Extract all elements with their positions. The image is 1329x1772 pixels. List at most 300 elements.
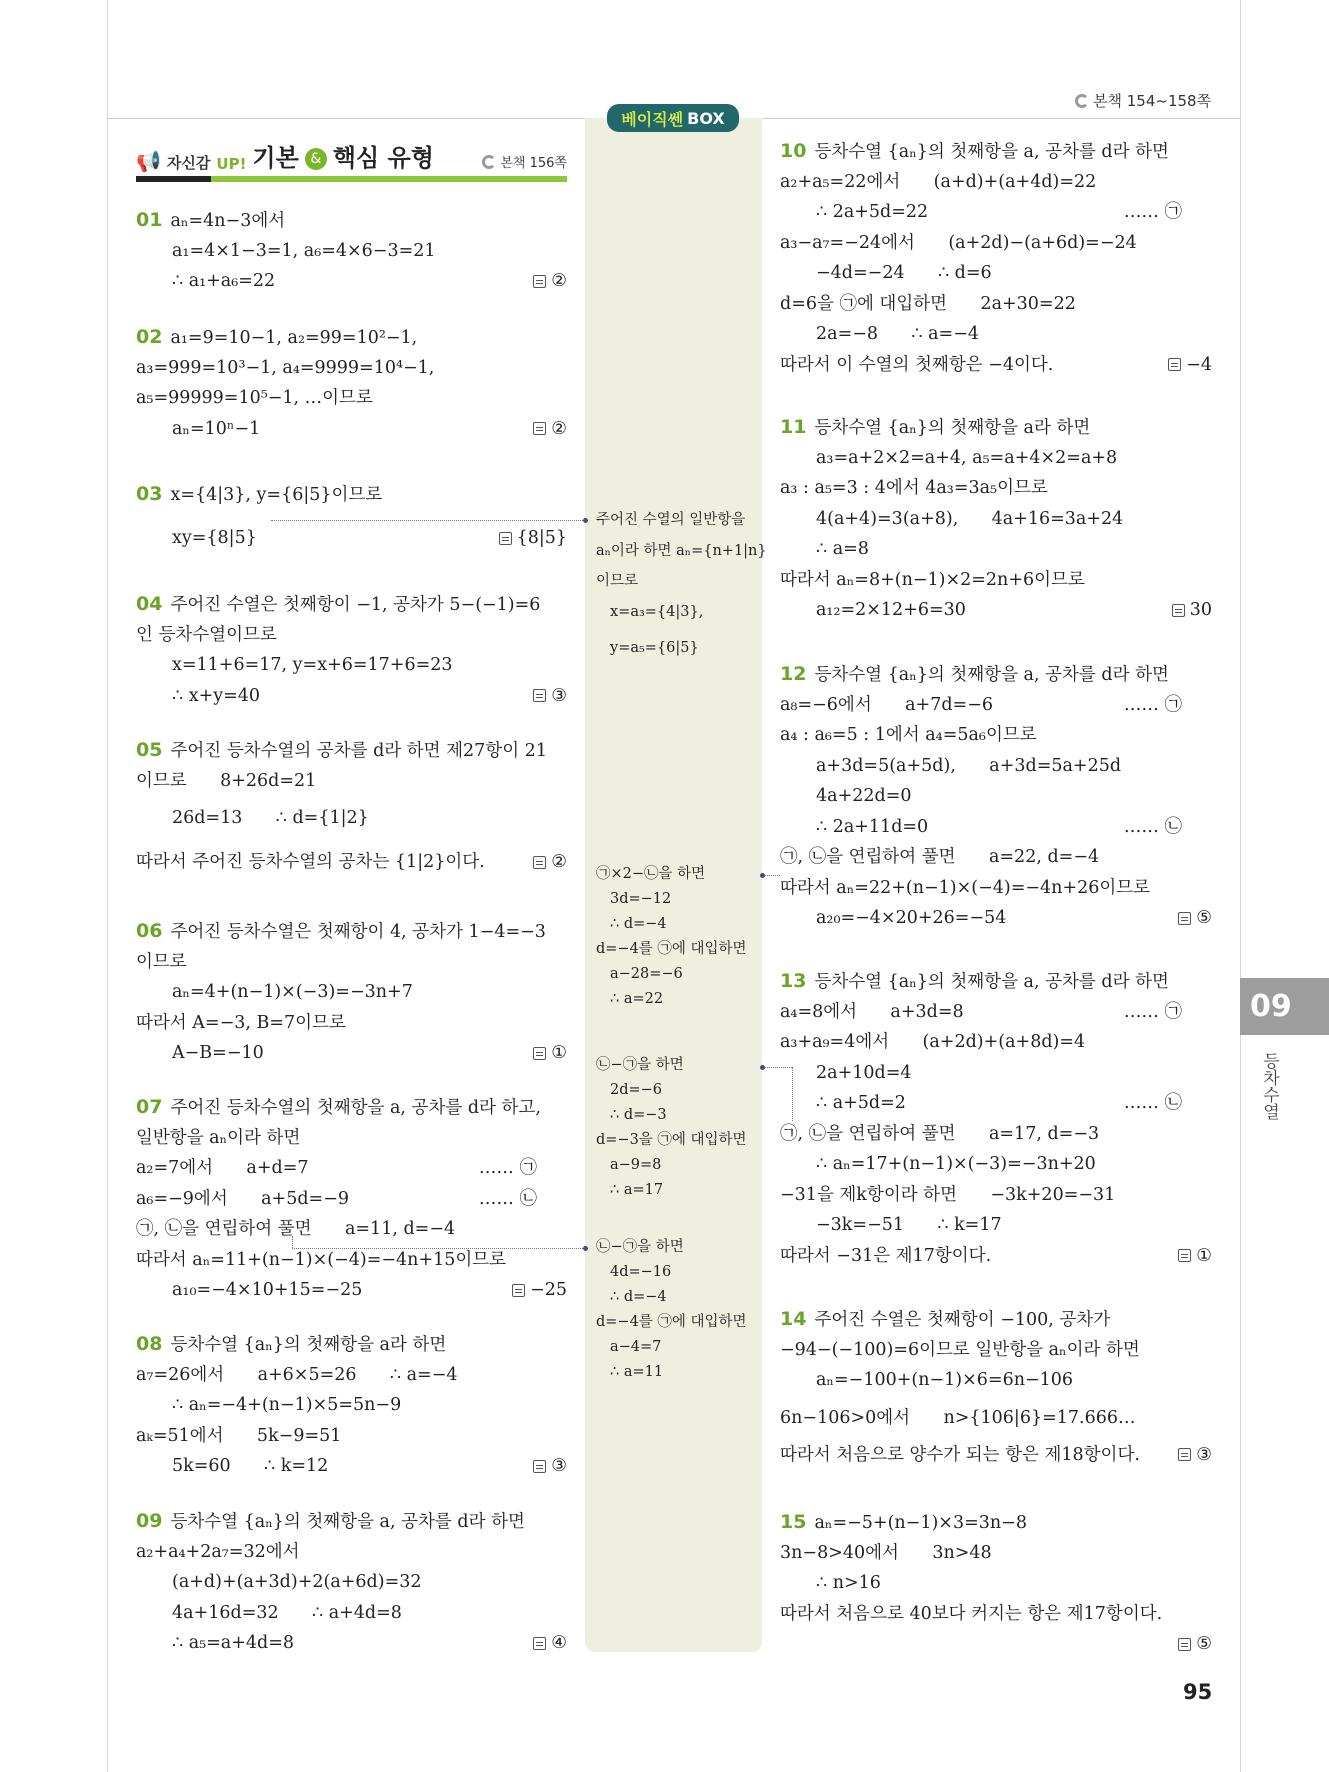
solution-line [780, 443, 1212, 474]
line-text: d=−4를 ㉠에 대입하면 [596, 1314, 747, 1330]
line-text: aₙ이라 하면 aₙ={n+1|n} [596, 543, 767, 559]
solution-line [780, 812, 1212, 843]
problem-number: 02 [136, 326, 163, 348]
line-text: −3k=−51 ∴ k=17 [816, 1215, 1002, 1235]
solution-line [596, 1153, 756, 1178]
solution-line [780, 751, 1212, 782]
answer-icon [1178, 912, 1191, 925]
equation-label: …… ㉠ [1123, 202, 1182, 222]
solution-line [136, 735, 567, 766]
line-text: a₃=999=10³−1, a₄=9999=10⁴−1, [136, 357, 435, 378]
problem-number: 12 [780, 663, 807, 685]
reference-icon [1075, 94, 1089, 108]
solution-line [136, 266, 567, 297]
problem-07 [136, 1092, 567, 1306]
solution-line [136, 1421, 567, 1452]
solution-line [136, 353, 567, 384]
answer-value: ① [551, 1043, 567, 1063]
line-text: 등차수열 {aₙ}의 첫째항을 a, 공차를 d라 하면 [814, 142, 1169, 162]
line-text: a₈=−6에서 a+7d=−6 [780, 694, 993, 715]
problem-number: 11 [780, 416, 807, 438]
line-text: ㉡−㉠을 하면 [596, 1057, 684, 1073]
problem-number: 05 [136, 739, 163, 761]
answer [533, 1038, 567, 1069]
solution-line [136, 516, 567, 560]
solution-line [596, 887, 756, 912]
problem-05 [136, 735, 567, 884]
solution-line [780, 167, 1212, 198]
solution-line [780, 1538, 1212, 1569]
problem-number: 08 [136, 1333, 163, 1355]
answer [1168, 350, 1212, 381]
line-text: 3n−8>40에서 3n>48 [780, 1542, 992, 1563]
solution-line [780, 1335, 1212, 1366]
solution-line [780, 1180, 1212, 1211]
line-text: 이므로 8+26d=21 [136, 770, 317, 791]
solution-line [780, 1568, 1212, 1599]
solution-line [136, 1092, 567, 1123]
section-prefix: 자신감 [166, 154, 211, 172]
solution-line [136, 681, 567, 712]
answer [499, 516, 567, 560]
problem-01 [136, 205, 567, 297]
solution-line [136, 1598, 567, 1629]
line-text: aₙ=4+(n−1)×(−3)=−3n+7 [172, 982, 413, 1002]
answer-value: ② [551, 852, 567, 872]
solution-line [780, 412, 1212, 443]
solution-line [780, 1119, 1212, 1150]
line-text: a₇=26에서 a+6×5=26 ∴ a=−4 [136, 1364, 458, 1385]
line-text: 4a+16d=32 ∴ a+4d=8 [172, 1602, 402, 1623]
solution-line [780, 473, 1212, 504]
connector-bullet [760, 1065, 765, 1070]
line-text: aₙ=10ⁿ−1 [172, 418, 261, 439]
problem-04 [136, 589, 567, 711]
line-text: 주어진 등차수열은 첫째항이 4, 공차가 1−4=−3 [170, 922, 546, 942]
line-text: 등차수열 {aₙ}의 첫째항을 a, 공차를 d라 하면 [170, 1512, 525, 1532]
line-text: ∴ d=−4 [610, 1289, 667, 1305]
line-text: 주어진 등차수열의 첫째항을 a, 공차를 d라 하고, [170, 1098, 541, 1118]
equation-label: …… ㉡ [478, 1188, 537, 1209]
line-text: ∴ d=−3 [610, 1107, 667, 1123]
solution-line [596, 594, 756, 630]
solution-line [136, 1275, 567, 1306]
answer-icon [1178, 1448, 1191, 1461]
answer [533, 681, 567, 712]
solution-line [136, 796, 567, 840]
answer-value: ② [551, 418, 567, 439]
solution-line [136, 977, 567, 1008]
line-text: 2a+10d=4 [816, 1062, 912, 1083]
answer [1178, 1440, 1212, 1471]
line-text: x={4|3}, y={6|5}이므로 [170, 485, 383, 505]
answer [533, 266, 567, 297]
solution-line [136, 1153, 567, 1184]
answer-icon [533, 422, 546, 435]
solution-line [780, 504, 1212, 535]
solution-line [596, 987, 756, 1012]
solution-line [596, 862, 756, 887]
solution-line [780, 1058, 1212, 1089]
reference-icon [482, 155, 496, 169]
line-text: a₄ : a₆=5 : 1에서 a₄=5a₆이므로 [780, 725, 1037, 745]
line-text: 따라서 주어진 등차수열의 공차는 {1|2}이다. [136, 852, 485, 872]
line-text: ∴ a+5d=2 [816, 1093, 906, 1113]
solution-line [596, 569, 756, 594]
line-text: a₅=99999=10⁵−1, …이므로 [136, 388, 373, 408]
connector-13 [762, 1067, 792, 1068]
line-text: 따라서 aₙ=11+(n−1)×(−4)=−4n+15이므로 [136, 1249, 507, 1270]
problem-11 [780, 412, 1212, 626]
solution-line [780, 136, 1212, 167]
line-text: a₃+a₉=4에서 (a+2d)+(a+8d)=4 [780, 1032, 1086, 1052]
solution-line [596, 1053, 756, 1078]
solution-line [596, 533, 767, 569]
line-text: a−9=8 [610, 1157, 662, 1173]
section-header-bar [136, 176, 567, 182]
solution-line [136, 472, 567, 516]
solution-line [136, 205, 567, 236]
line-text: 5k=60 ∴ k=12 [172, 1456, 329, 1476]
line-text: 6n−106>0에서 n>{106|6}=17.666… [780, 1407, 1136, 1428]
line-text: d=−4를 ㉠에 대입하면 [596, 941, 747, 957]
answer-value: ④ [551, 1633, 567, 1653]
line-text: ∴ d=−4 [610, 916, 667, 932]
page-number: 95 [1183, 1680, 1213, 1704]
solution-line [136, 766, 567, 797]
answer-value: −4 [1186, 354, 1212, 375]
line-text: a₃−a₇=−24에서 (a+2d)−(a+6d)=−24 [780, 232, 1137, 253]
box-note [596, 862, 756, 1012]
solution-line [780, 781, 1212, 812]
answer-icon [533, 689, 546, 702]
answer-icon [533, 1637, 546, 1650]
line-text: ∴ a=17 [610, 1182, 664, 1198]
solution-line [136, 620, 567, 651]
line-text: ∴ 2a+11d=0 [816, 816, 929, 837]
page-right-border [1240, 0, 1241, 1772]
connector-bullet [760, 873, 765, 878]
line-text: 주어진 등차수열의 공차를 d라 하면 제27항이 21 [170, 741, 547, 761]
solution-line [780, 1629, 1212, 1660]
answer-value: ① [1196, 1245, 1212, 1266]
line-text: A−B=−10 [172, 1043, 264, 1063]
solution-line [136, 322, 567, 353]
megaphone-icon: 📢 [136, 149, 161, 173]
problem-15 [780, 1507, 1212, 1660]
answer-value: 30 [1189, 600, 1212, 620]
solution-line [780, 319, 1212, 350]
solution-line [780, 1599, 1212, 1630]
line-text: 이므로 [596, 573, 639, 589]
section-title-core: 핵심 유형 [332, 144, 434, 172]
line-text: −94−(−100)=6이므로 일반항을 aₙ이라 하면 [780, 1339, 1140, 1360]
line-text: a₄=8에서 a+3d=8 [780, 1001, 964, 1022]
answer-value: ② [551, 271, 567, 291]
solution-line [780, 842, 1212, 873]
line-text: ∴ a₁+a₆=22 [172, 271, 276, 291]
solution-line [596, 1128, 756, 1153]
solution-line [780, 720, 1212, 751]
answer-icon [533, 1047, 546, 1060]
line-text: −31을 제k항이라 하면 −3k+20=−31 [780, 1184, 1116, 1205]
problem-02 [136, 322, 567, 444]
answer-icon [499, 532, 512, 545]
page-left-border [107, 0, 108, 1772]
line-text: ∴ a₅=a+4d=8 [172, 1633, 295, 1653]
line-text: aₙ=4n−3에서 [170, 211, 286, 231]
answer [533, 840, 567, 884]
line-text: 따라서 aₙ=8+(n−1)×2=2n+6이므로 [780, 569, 1085, 590]
line-text: a₃=a+2×2=a+4, a₅=a+4×2=a+8 [816, 447, 1118, 468]
line-text: 따라서 −31은 제17항이다. [780, 1245, 992, 1266]
badge-label-korean: 베이직쎈 [621, 109, 684, 129]
line-text: ∴ 2a+5d=22 [816, 202, 929, 222]
solution-line [596, 1360, 756, 1385]
ampersand-badge: & [305, 148, 327, 170]
solution-line [596, 1078, 756, 1103]
answer [512, 1275, 567, 1306]
line-text: (a+d)+(a+3d)+2(a+6d)=32 [172, 1572, 422, 1592]
problem-03 [136, 472, 567, 560]
line-text: a₁₂=2×12+6=30 [816, 600, 966, 620]
problem-number: 06 [136, 920, 163, 942]
solution-line [136, 589, 567, 620]
line-text: ㉠, ㉡을 연립하여 풀면 a=22, d=−4 [780, 847, 1100, 867]
problem-10 [780, 136, 1212, 380]
answer-icon [1178, 1638, 1191, 1651]
line-text: ∴ a=11 [610, 1364, 664, 1380]
solution-line [596, 1235, 756, 1260]
solution-line [136, 1329, 567, 1360]
line-text: a+3d=5(a+5d), a+3d=5a+25d [816, 755, 1122, 776]
line-text: 26d=13 ∴ d={1|2} [172, 808, 369, 828]
answer-icon [533, 275, 546, 288]
solution-line [780, 690, 1212, 721]
line-text: 따라서 처음으로 40보다 커지는 항은 제17항이다. [780, 1603, 1163, 1624]
line-text: a−4=7 [610, 1339, 662, 1355]
basic-box-badge [607, 104, 739, 132]
solution-line [136, 236, 567, 267]
connector-07-stem [292, 1236, 293, 1248]
solution-line [136, 1390, 567, 1421]
connector-03 [271, 520, 585, 521]
line-text: 4a+22d=0 [816, 786, 912, 806]
solution-line [596, 1103, 756, 1128]
line-text: 4(a+4)=3(a+8), 4a+16=3a+24 [816, 508, 1124, 529]
answer-value: ③ [1196, 1444, 1212, 1465]
answer [1178, 1241, 1212, 1272]
reference-label: 본책 154~158쪽 [1093, 92, 1212, 110]
solution-line [596, 1285, 756, 1310]
line-text: 따라서 처음으로 양수가 되는 항은 제18항이다. [780, 1444, 1140, 1465]
line-text: ∴ aₙ=−4+(n−1)×5=5n−9 [172, 1395, 402, 1415]
line-text: 인 등차수열이므로 [136, 624, 277, 645]
solution-line [780, 903, 1212, 934]
line-text: a₃ : a₅=3 : 4에서 4a₃=3a₅이므로 [780, 478, 1048, 498]
line-text: a₂₀=−4×20+26=−54 [816, 908, 1007, 928]
solution-line [780, 1241, 1212, 1272]
line-text: 등차수열 {aₙ}의 첫째항을 a, 공차를 d라 하면 [814, 972, 1169, 992]
line-text: d=6을 ㉠에 대입하면 2a+30=22 [780, 293, 1076, 314]
solution-line [136, 947, 567, 978]
answer [1178, 1629, 1212, 1660]
solution-line [780, 1440, 1212, 1471]
answer [1178, 903, 1212, 934]
problem-number: 04 [136, 593, 163, 615]
line-text: aₖ=51에서 5k−9=51 [136, 1425, 342, 1446]
section-up: UP! [216, 155, 247, 173]
problem-number: 10 [780, 140, 807, 162]
equation-label: …… ㉡ [1123, 1093, 1182, 1113]
line-text: ㉠×2−㉡을 하면 [596, 866, 706, 882]
connector-bullet [583, 518, 588, 523]
equation-label: …… ㉠ [1123, 694, 1182, 715]
line-text: ∴ a=22 [610, 991, 664, 1007]
solution-line [596, 937, 756, 962]
line-text: 등차수열 {aₙ}의 첫째항을 a, 공차를 d라 하면 [814, 665, 1169, 685]
problem-06 [136, 916, 567, 1069]
answer-value: ⑤ [1196, 1634, 1212, 1654]
solution-line [780, 1088, 1212, 1119]
problem-number: 07 [136, 1096, 163, 1118]
solution-line [780, 1365, 1212, 1396]
solution-line [780, 1507, 1212, 1538]
box-note [596, 1235, 756, 1385]
line-text: ∴ aₙ=17+(n−1)×(−3)=−3n+20 [816, 1154, 1096, 1174]
solution-line [136, 1567, 567, 1598]
problem-09 [136, 1506, 567, 1659]
equation-label: …… ㉠ [1123, 1001, 1182, 1022]
solution-line [780, 997, 1212, 1028]
line-text: 따라서 A=−3, B=7이므로 [136, 1012, 346, 1033]
solution-line [596, 1335, 756, 1360]
answer [533, 1628, 567, 1659]
solution-line [596, 1310, 756, 1335]
answer [533, 1451, 567, 1482]
chapter-title: 등차수열 [1259, 1052, 1279, 1120]
problem-number: 13 [780, 970, 807, 992]
solution-line [136, 1628, 567, 1659]
answer-icon [1178, 1249, 1191, 1262]
solution-line [780, 1149, 1212, 1180]
line-text: 주어진 수열의 일반항을 [596, 512, 746, 528]
solution-line [780, 659, 1212, 690]
line-text: 3d=−12 [610, 891, 672, 907]
line-text: 2a=−8 ∴ a=−4 [816, 324, 979, 344]
line-text: 주어진 수열은 첫째항이 −100, 공차가 [814, 1310, 1111, 1330]
solution-line [596, 1178, 756, 1203]
answer-value: −25 [530, 1280, 567, 1300]
equation-label: …… ㉡ [1123, 816, 1182, 837]
solution-line [136, 414, 567, 445]
solution-line [780, 966, 1212, 997]
solution-line [136, 1537, 567, 1568]
line-text: ㉠, ㉡을 연립하여 풀면 a=11, d=−4 [136, 1219, 456, 1239]
textbook-page-reference [1075, 90, 1211, 111]
section-title-basic: 기본 [252, 144, 299, 172]
solution-line [780, 350, 1212, 381]
connector-13-stem [792, 1067, 793, 1121]
problem-number: 01 [136, 209, 163, 231]
solution-line [780, 289, 1212, 320]
line-text: a₂=7에서 a+d=7 [136, 1158, 309, 1178]
solution-line [596, 630, 756, 666]
problem-13 [780, 966, 1212, 1271]
solution-line [780, 1396, 1212, 1440]
line-text: y=a₅={6|5} [610, 640, 699, 656]
answer-icon [1168, 358, 1181, 371]
answer-icon [533, 856, 546, 869]
connector-bullet [583, 1246, 588, 1251]
problem-number: 03 [136, 483, 163, 505]
line-text: ㉡−㉠을 하면 [596, 1239, 684, 1255]
line-text: 주어진 수열은 첫째항이 −1, 공차가 5−(−1)=6 [170, 595, 541, 615]
line-text: a−28=−6 [610, 966, 683, 982]
answer-icon [1172, 604, 1185, 617]
solution-line [136, 840, 567, 884]
answer-icon [512, 1284, 525, 1297]
answer [533, 414, 567, 445]
line-text: aₙ=−100+(n−1)×6=6n−106 [816, 1370, 1074, 1390]
solution-line [136, 1184, 567, 1215]
solution-line [780, 197, 1212, 228]
line-text: 등차수열 {aₙ}의 첫째항을 a라 하면 [814, 418, 1091, 438]
chapter-tab[interactable]: 09 [1240, 978, 1329, 1035]
solution-line [780, 1304, 1212, 1335]
badge-label-box: BOX [687, 108, 725, 128]
line-text: x=11+6=17, y=x+6=17+6=23 [172, 655, 453, 675]
line-text: ㉠, ㉡을 연립하여 풀면 a=17, d=−3 [780, 1123, 1100, 1144]
line-text: 따라서 aₙ=22+(n−1)×(−4)=−4n+26이므로 [780, 877, 1151, 898]
solution-line [136, 1506, 567, 1537]
line-text: −4d=−24 ∴ d=6 [816, 263, 992, 283]
line-text: xy={8|5} [172, 528, 257, 548]
solution-line [136, 1123, 567, 1154]
solution-line [780, 1210, 1212, 1241]
line-text: aₙ=−5+(n−1)×3=3n−8 [814, 1513, 1027, 1533]
answer-value: {8|5} [516, 528, 567, 548]
problem-number: 09 [136, 1510, 163, 1532]
equation-label: …… ㉠ [478, 1158, 537, 1178]
box-note [596, 1053, 756, 1203]
answer-icon [533, 1460, 546, 1473]
solution-line [596, 912, 756, 937]
solution-line [780, 258, 1212, 289]
solution-line [780, 534, 1212, 565]
solution-line [780, 565, 1212, 596]
solution-line [780, 873, 1212, 904]
solution-line [780, 1027, 1212, 1058]
line-text: ∴ n>16 [816, 1573, 881, 1593]
solution-line [136, 383, 567, 414]
line-text: 따라서 이 수열의 첫째항은 −4이다. [780, 354, 1054, 375]
problem-number: 14 [780, 1308, 807, 1330]
line-text: a₂+a₅=22에서 (a+d)+(a+4d)=22 [780, 171, 1097, 192]
problem-14 [780, 1304, 1212, 1470]
solution-line [136, 1360, 567, 1391]
solution-line [136, 1008, 567, 1039]
line-text: x=a₃={4|3}, [610, 604, 704, 620]
answer-value: ③ [551, 1456, 567, 1476]
line-text: 이므로 [136, 951, 187, 972]
box-note [596, 508, 767, 666]
solution-line [136, 916, 567, 947]
solution-line [136, 1451, 567, 1482]
answer-value: ⑤ [1196, 908, 1212, 928]
problem-number: 15 [780, 1511, 807, 1533]
line-text: a₂+a₄+2a₇=32에서 [136, 1541, 300, 1562]
